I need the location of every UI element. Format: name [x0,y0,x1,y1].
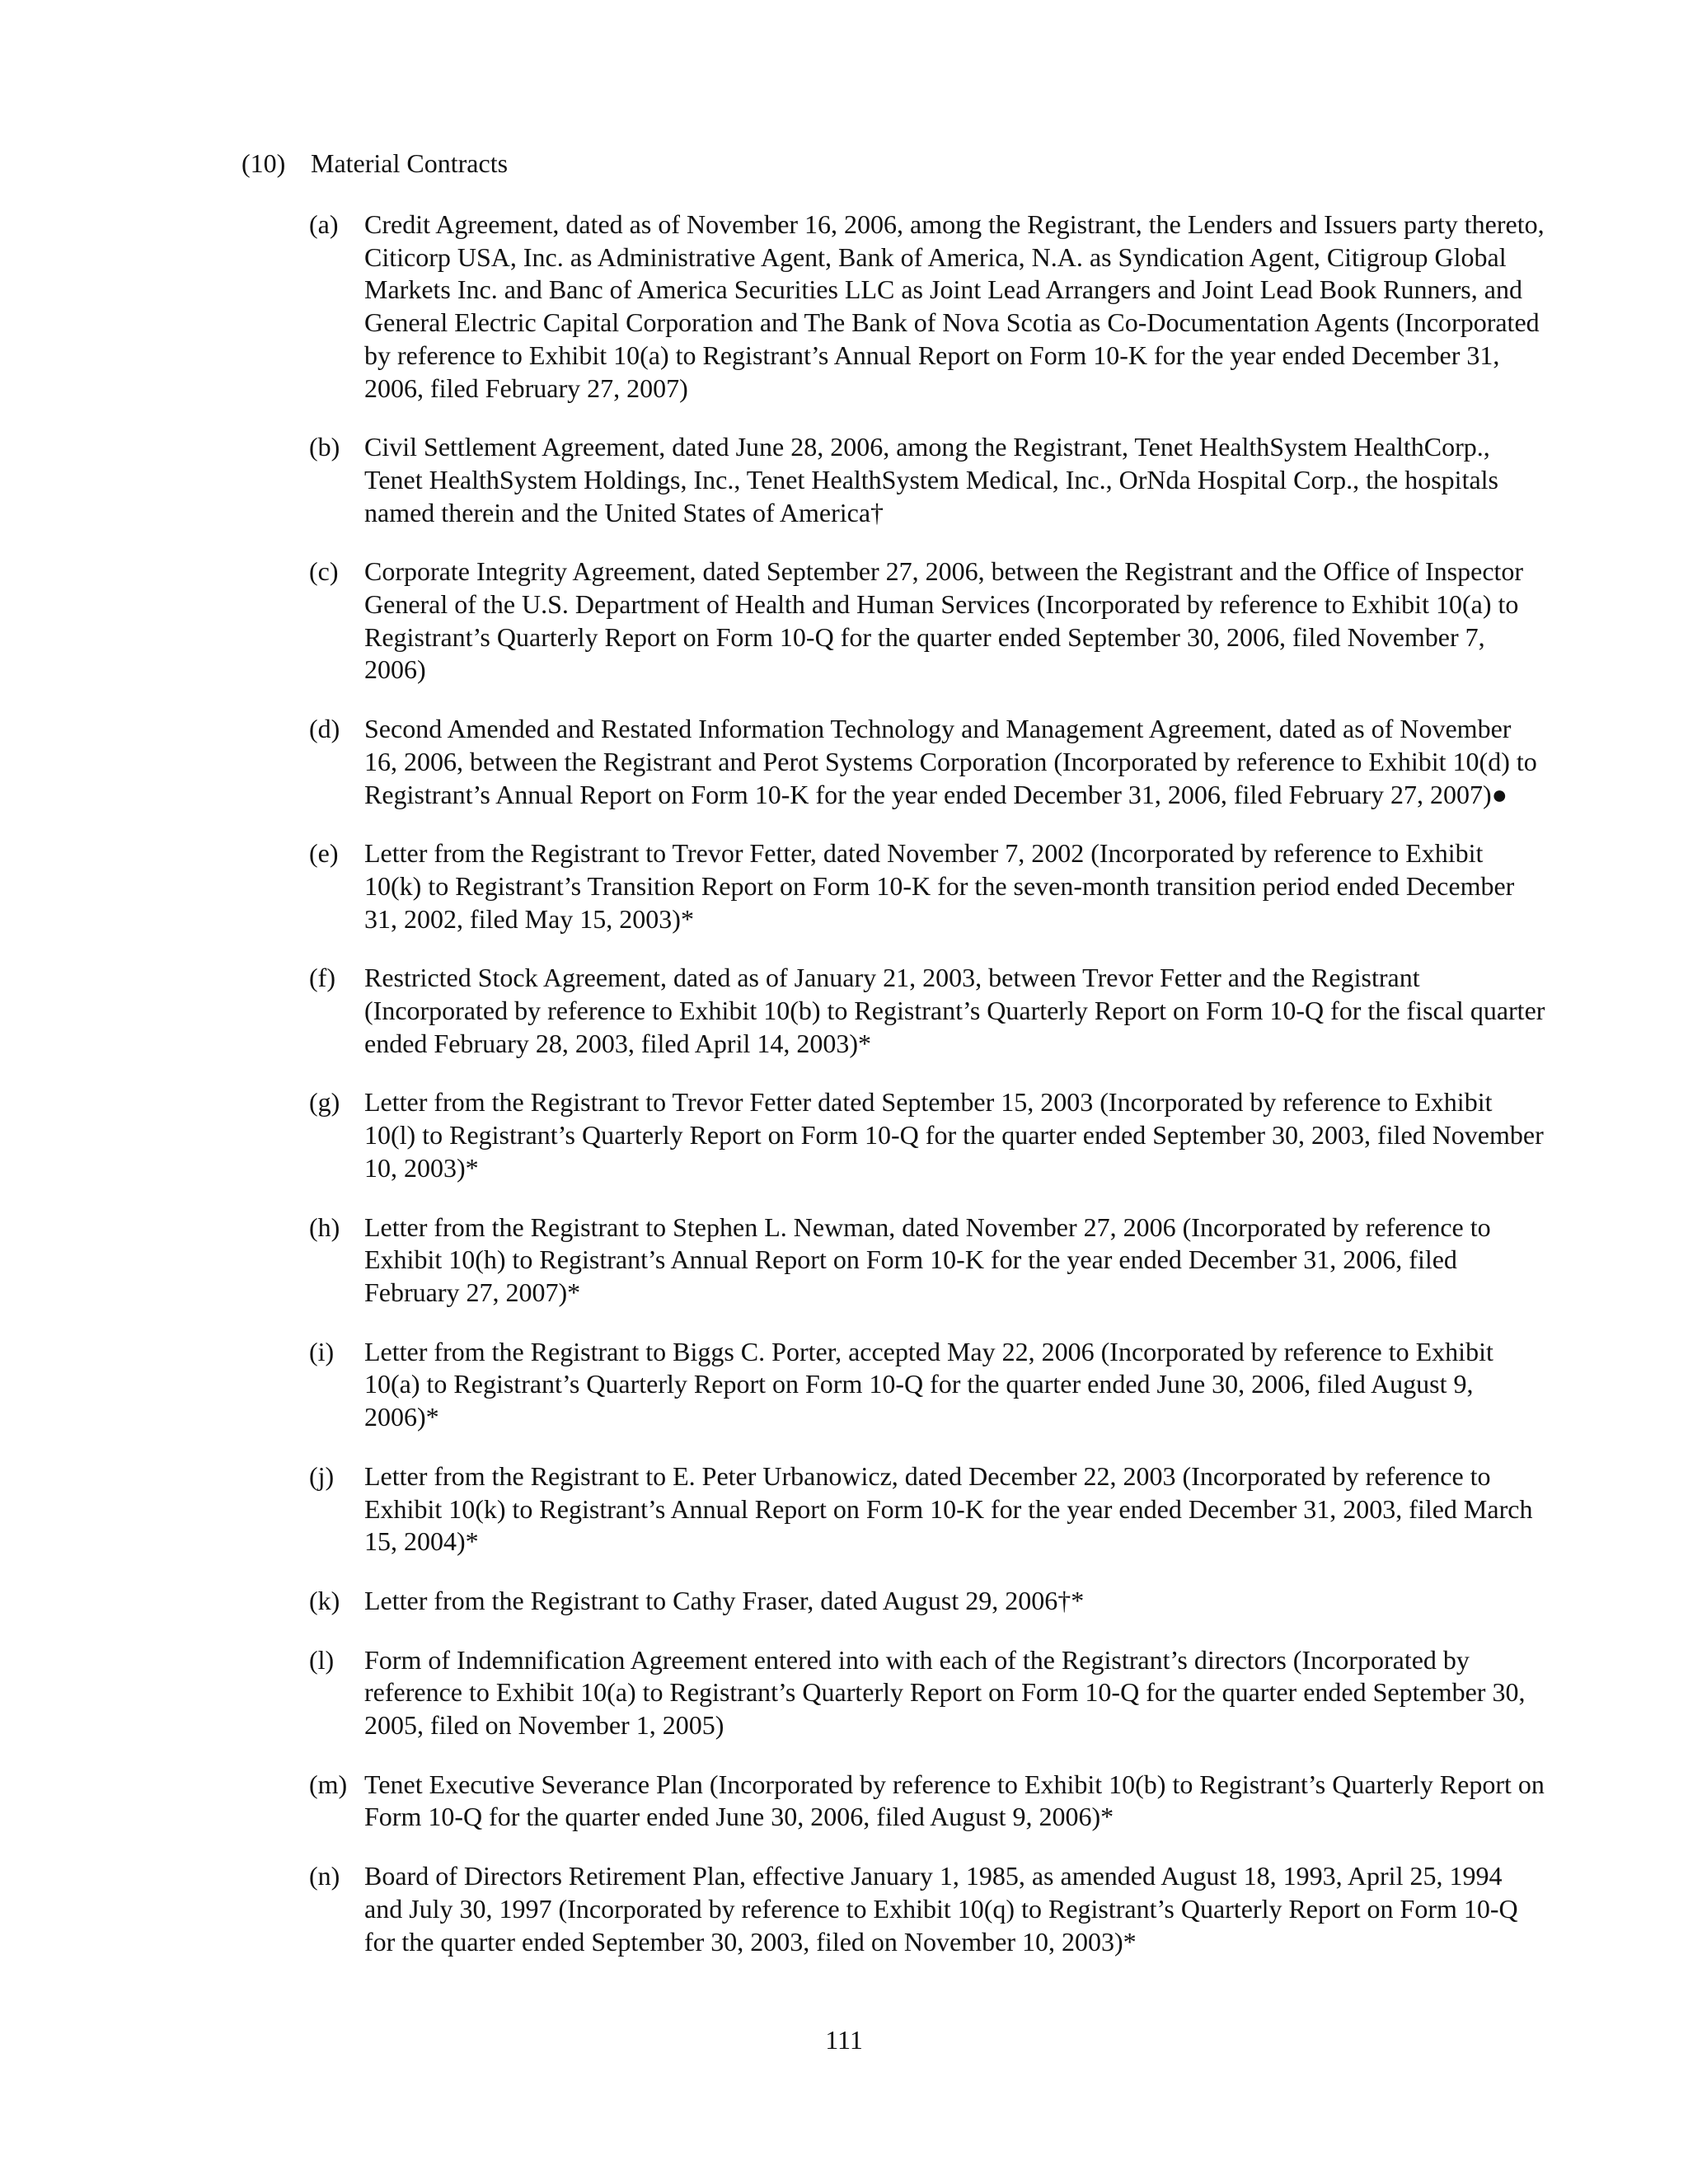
exhibit-item [309,962,1545,1060]
exhibit-item [309,1585,1545,1618]
exhibit-description: Board of Directors Retirement Plan, effective January 1, 1985, as amended August 18, 1993, April 25, 1994 and July 30, 1997 (Incorporated by reference to Exhibit 10(q) to Registrant’s Quarterly Report on Form 10-Q for the quarter ended September 30, 2003, filed on November 10, 2003)* [364,1861,1518,1957]
exhibit-letter: (f) [309,963,335,993]
exhibit-letter: (l) [309,1644,335,1675]
exhibit-description: Civil Settlement Agreement, dated June 28, 2006, among the Registrant, Tenet HealthSystem HealthCorp., Tenet HealthSystem Holdings, Inc., Tenet HealthSystem Medical, Inc., OrNda Hospital Corp., the hospitals named therein and the United States of America† [364,432,1498,527]
exhibit-description: Letter from the Registrant to Trevor Fetter, dated November 7, 2002 (Incorporated by reference to Exhibit 10(k) to Registrant’s Transition Report on Form 10-K for the seven-month transition period ended December 31, 2002, filed May 15, 2003)* [364,838,1515,934]
page-number: 111 [825,2025,863,2055]
exhibit-description: Letter from the Registrant to Cathy Fraser, dated August 29, 2006†* [364,1585,1085,1615]
exhibit-item [309,431,1545,529]
exhibit-description: Restricted Stock Agreement, dated as of January 21, 2003, between Trevor Fetter and the Registrant (Incorporated by reference to Exhibit 10(b) to Registrant’s Quarterly Report on Form 10-Q for the fiscal quarter ended February 28, 2003, filed April 14, 2003)* [364,963,1545,1058]
exhibit-letter: (e) [309,838,339,869]
exhibit-letter: (a) [309,209,339,239]
exhibit-description: Letter from the Registrant to Biggs C. Porter, accepted May 22, 2006 (Incorporated by reference to Exhibit 10(a) to Registrant’s Quarterly Report on Form 10-Q for the quarter ended June 30, 2006, filed August 9, 2006)* [364,1336,1493,1432]
exhibit-item [309,209,1545,405]
exhibit-description: Tenet Executive Severance Plan (Incorporated by reference to Exhibit 10(b) to Registrant’s Quarterly Report on Form 10-Q for the quarter ended June 30, 2006, filed August 9, 2006)* [364,1769,1545,1832]
section-number: (10) [241,148,286,178]
exhibit-description: Letter from the Registrant to Trevor Fetter dated September 15, 2003 (Incorporated by reference to Exhibit 10(l) to Registrant’s Quarterly Report on Form 10-Q for the quarter ended September 30, 2003, filed November 10, 2003)* [364,1087,1544,1183]
exhibit-description: Form of Indemnification Agreement entered into with each of the Registrant’s directors (Incorporated by reference to Exhibit 10(a) to Registrant’s Quarterly Report on Form 10-Q for the quarter ended September 30, 2005, filed on November 1, 2005) [364,1644,1526,1741]
exhibit-item [309,1336,1545,1434]
exhibit-item [309,1860,1545,1958]
exhibit-letter: (m) [309,1769,348,1799]
exhibit-letter: (b) [309,432,340,462]
section-heading [241,147,508,180]
exhibit-letter: (c) [309,556,339,587]
exhibit-letter: (j) [309,1460,335,1491]
exhibit-item [309,713,1545,811]
exhibit-item [309,1644,1545,1742]
exhibit-letter: (g) [309,1087,340,1118]
exhibit-list [309,209,1545,1985]
exhibit-letter: (k) [309,1585,340,1615]
exhibit-letter: (h) [309,1212,340,1242]
exhibit-letter: (i) [309,1336,335,1366]
exhibit-description: Letter from the Registrant to Stephen L. Newman, dated November 27, 2006 (Incorporated by reference to Exhibit 10(h) to Registrant’s Annual Report on Form 10-K for the year ended December 31, 2006, filed February 27, 2007)* [364,1212,1491,1307]
exhibit-item [309,1460,1545,1558]
exhibit-letter: (n) [309,1861,340,1891]
section-title: Material Contracts [311,148,509,178]
exhibit-description: Second Amended and Restated Information Technology and Management Agreement, dated as of November 16, 2006, between the Registrant and Perot Systems Corporation (Incorporated by reference to Exhibit 10(d) to Registrant’s Annual Report on Form 10-K for the year ended December 31, 2006, filed February 27, 2007)● [364,714,1537,809]
exhibit-item [309,837,1545,935]
exhibit-description: Letter from the Registrant to E. Peter Urbanowicz, dated December 22, 2003 (Incorporated by reference to Exhibit 10(k) to Registrant’s Annual Report on Form 10-K for the year ended December 31, 2003, filed March 15, 2004)* [364,1460,1533,1557]
exhibit-item [309,1769,1545,1834]
exhibit-item [309,1086,1545,1184]
exhibit-item [309,1212,1545,1310]
exhibit-description: Credit Agreement, dated as of November 16, 2006, among the Registrant, the Lenders and Issuers party thereto, Citicorp USA, Inc. as Administrative Agent, Bank of America, N.A. as Syndication Agent, Citigroup Global Markets Inc. and Banc of America Securities LLC as Joint Lead Arrangers and Joint Lead Book Runners, and General Electric Capital Corporation and The Bank of Nova Scotia as Co-Documentation Agents (Incorporated by reference to Exhibit 10(a) to Registrant’s Annual Report on Form 10-K for the year ended December 31, 2006, filed February 27, 2007) [364,209,1545,403]
exhibit-item [309,555,1545,687]
exhibit-letter: (d) [309,714,340,744]
exhibit-description: Corporate Integrity Agreement, dated September 27, 2006, between the Registrant and the Office of Inspector General of the U.S. Department of Health and Human Services (Incorporated by reference to Exhibit 10(a) to Registrant’s Quarterly Report on Form 10-Q for the quarter ended September 30, 2006, filed November 7, 2006) [364,556,1524,685]
